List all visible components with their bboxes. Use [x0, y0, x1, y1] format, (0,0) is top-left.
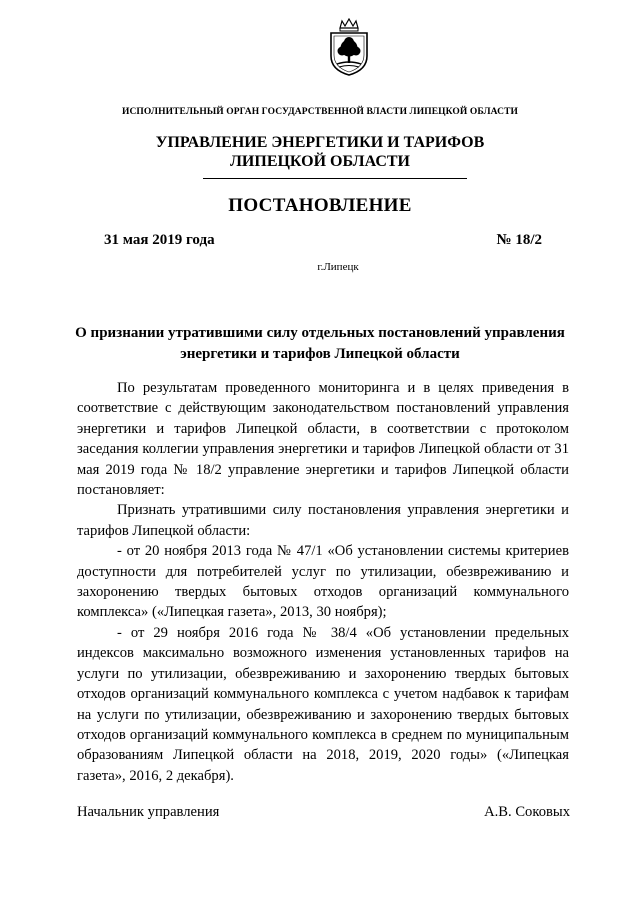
- signatory-position: Начальник управления: [77, 804, 220, 820]
- document-date: 31 мая 2019 года: [104, 232, 215, 248]
- subject-line2: энергетики и тарифов Липецкой области: [180, 346, 460, 362]
- document-body: [77, 378, 569, 786]
- body-paragraph: - от 29 ноября 2016 года № 38/4 «Об установлении предельных индексов максимально возможного изменения установленных тарифов на услуги по утилизации, обезвреживанию и захоронению твердых бытовых отходов организаций коммунального комплекса с учетом надбавок к тарифам на услуги по утилизации, обезвреживанию и захоронению твердых бытовых отходов организаций коммунального комплекса в среднем по муниципальным образованиям Липецкой области на 2018, 2019, 2020 годы» («Липецкая газета», 2016, 2 декабря).: [77, 624, 569, 784]
- body-paragraph: Признать утратившими силу постановления управления энергетики и тарифов Липецкой области:: [77, 502, 569, 539]
- header-divider: [203, 178, 467, 179]
- signatory-name: А.В. Соковых: [484, 804, 570, 820]
- subject-line1: О признании утратившими силу отдельных постановлений управления: [75, 325, 565, 341]
- organization-name-line1: УПРАВЛЕНИЕ ЭНЕРГЕТИКИ И ТАРИФОВ: [155, 134, 485, 151]
- document-city: г.Липецк: [317, 261, 359, 273]
- body-paragraph: По результатам проведенного мониторинга и в целях приведения в соответствие с действующим законодательством постановлений управления энергетики и тарифов Липецкой области, в соответствии с протоколом заседания коллегии управления энергетики и тарифов Липецкой области от 31 мая 2019 года № 18/2 управление энергетики и тарифов Липецкой области постановляет:: [77, 380, 569, 499]
- body-paragraph: - от 20 ноября 2013 года № 47/1 «Об установлении системы критериев доступности для потребителей услуг по утилизации, обезвреживанию и захоронению твердых бытовых отходов организаций коммунального комплекса» («Липецкая газета», 2013, 30 ноября);: [77, 543, 569, 621]
- issuer-title: ИСПОЛНИТЕЛЬНЫЙ ОРГАН ГОСУДАРСТВЕННОЙ ВЛАСТИ ЛИПЕЦКОЙ ОБЛАСТИ: [121, 107, 519, 117]
- document-subject: [70, 323, 570, 365]
- organization-name: [0, 133, 640, 171]
- organization-name-line2: ЛИПЕЦКОЙ ОБЛАСТИ: [230, 153, 410, 170]
- document-number: № 18/2: [496, 232, 542, 248]
- lipetsk-coat-of-arms-icon: [326, 18, 372, 76]
- document-type: ПОСТАНОВЛЕНИЕ: [228, 195, 412, 216]
